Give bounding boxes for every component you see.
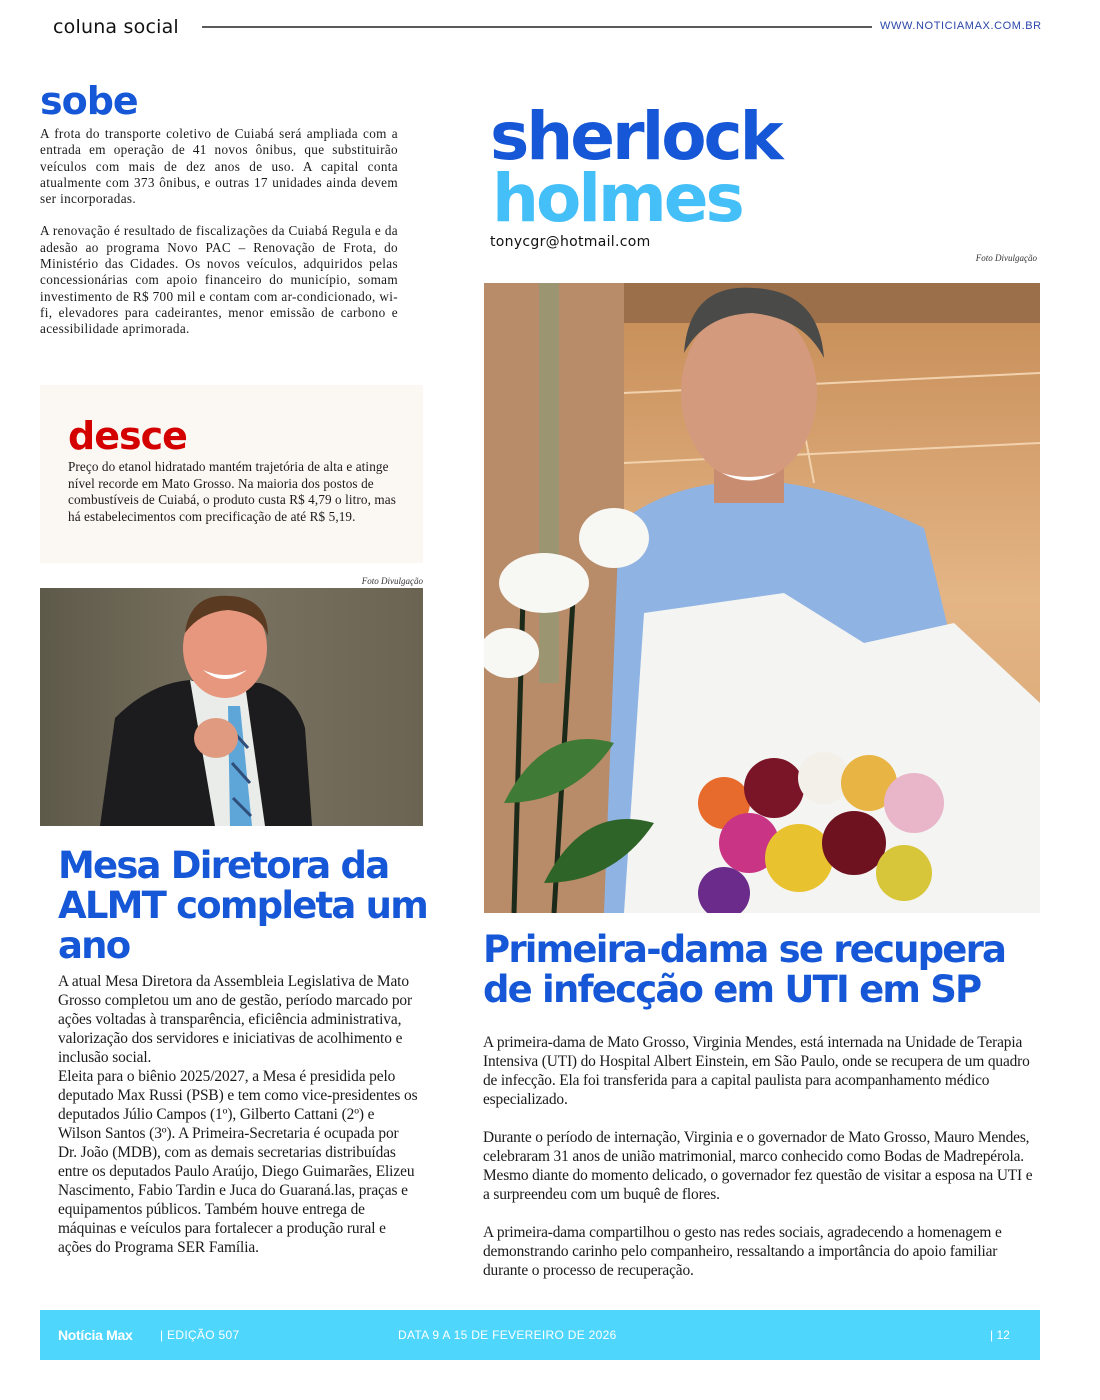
footer-edition: | EDIÇÃO 507 — [160, 1328, 240, 1342]
columnist-email[interactable]: tonycgr@hotmail.com — [490, 234, 651, 250]
left-article-headline: Mesa Diretora da ALMT completa um ano — [58, 844, 427, 967]
page-number: | 12 — [990, 1328, 1010, 1342]
sobe-kicker: sobe — [40, 79, 138, 123]
column-name-line1: sherlock — [490, 98, 781, 175]
sobe-text — [40, 126, 398, 354]
sobe-paragraph: A renovação é resultado de fiscalizações da Cuiabá Regula e da adesão ao programa Novo PAC – Renovação de Frota, do Ministério das Cidades. Os novos veículos, adquiridos pelas concessionárias com apoio financeiro do município, somam investimento de R$ 700 mil e contam com ar-condicionado, wi-fi, elevadores para cadeirantes, menor emissão de carbono e acessibilidade aprimorada. — [40, 223, 398, 337]
governor-photo — [484, 283, 1040, 913]
deputy-photo-illustration — [40, 588, 423, 826]
header-rule — [202, 26, 872, 28]
section-title: coluna social — [53, 16, 179, 38]
site-url[interactable]: WWW.NOTICIAMAX.COM.BR — [880, 20, 1042, 32]
desce-text: Preço do etanol hidratado mantém trajetória de alta e atinge nível recorde em Mato Grosso. Na maioria dos postos de combustíveis de Cuiabá, o produto custa R$ 4,79 o litro, mas há estabelecimentos com precificação de até R$ 5,19. — [68, 459, 396, 524]
footer-brand: Notícia Max — [58, 1327, 133, 1343]
right-article-body — [483, 1033, 1039, 1299]
column-name-line2: holmes — [492, 160, 742, 237]
page-footer — [40, 1310, 1040, 1360]
left-article-body — [58, 972, 418, 1257]
footer-date: DATA 9 A 15 DE FEVEREIRO DE 2026 — [398, 1328, 617, 1342]
photo-credit: Foto Divulgação — [975, 253, 1037, 263]
right-article-paragraph: Durante o período de internação, Virginia e o governador de Mato Grosso, Mauro Mendes, celebraram 31 anos de união matrimonial, marco conhecido como Bodas de Madrepérola. Mesmo diante do momento delicado, o governador fez questão de visitar a esposa na UTI e a surpreendeu com um buquê de flores. — [483, 1129, 1033, 1203]
left-article-paragraph: A atual Mesa Diretora da Assembleia Legislativa de Mato Grosso completou um ano de gestão, período marcado por ações voltadas à transparência, eficiência administrativa, valorização dos servidores e iniciativas de acolhimento e inclusão social. — [58, 973, 413, 1066]
right-article-headline: Primeira-dama se recupera de infecção em UTI em SP — [483, 928, 1006, 1011]
left-article-paragraph: Eleita para o biênio 2025/2027, a Mesa é presidida pelo deputado Max Russi (PSB) e tem como vice-presidentes os deputados Júlio Campos (1º), Gilberto Cattani (2º) e Wilson Santos (3º). A Primeira-Secretaria é ocupada por Dr. João (MDB), com as demais secretarias distribuídas entre os deputados Paulo Araújo, Diego Guimarães, Elizeu Nascimento, Fabio Tardin e Juca do Guaraná.las, praças e equipamentos públicos. Também houve entrega de máquinas e veículos para fortalecer a produção rural e ações do Programa SER Família. — [58, 1068, 418, 1256]
sobe-paragraph: A frota do transporte coletivo de Cuiabá será ampliada com a entrada em operação de 41 novos ônibus, que substituirão veículos com mais de dez anos de uso. A capital conta atualmente com 373 ônibus, e outras 17 unidades ainda devem ser incorporadas. — [40, 126, 398, 207]
desce-kicker: desce — [68, 414, 187, 458]
governor-photo-illustration — [484, 283, 1040, 913]
deputy-photo — [40, 588, 423, 826]
photo-credit: Foto Divulgação — [361, 576, 423, 586]
right-article-paragraph: A primeira-dama compartilhou o gesto nas redes sociais, agradecendo a homenagem e demonstrando carinho pelo companheiro, ressaltando a importância do apoio familiar durante o processo de recuperação. — [483, 1224, 1002, 1279]
right-article-paragraph: A primeira-dama de Mato Grosso, Virginia Mendes, está internada na Unidade de Terapia Intensiva (UTI) do Hospital Albert Einstein, em São Paulo, onde se recupera de um quadro de infecção. Ela foi transferida para a capital paulista para acompanhamento médico especializado. — [483, 1034, 1030, 1108]
